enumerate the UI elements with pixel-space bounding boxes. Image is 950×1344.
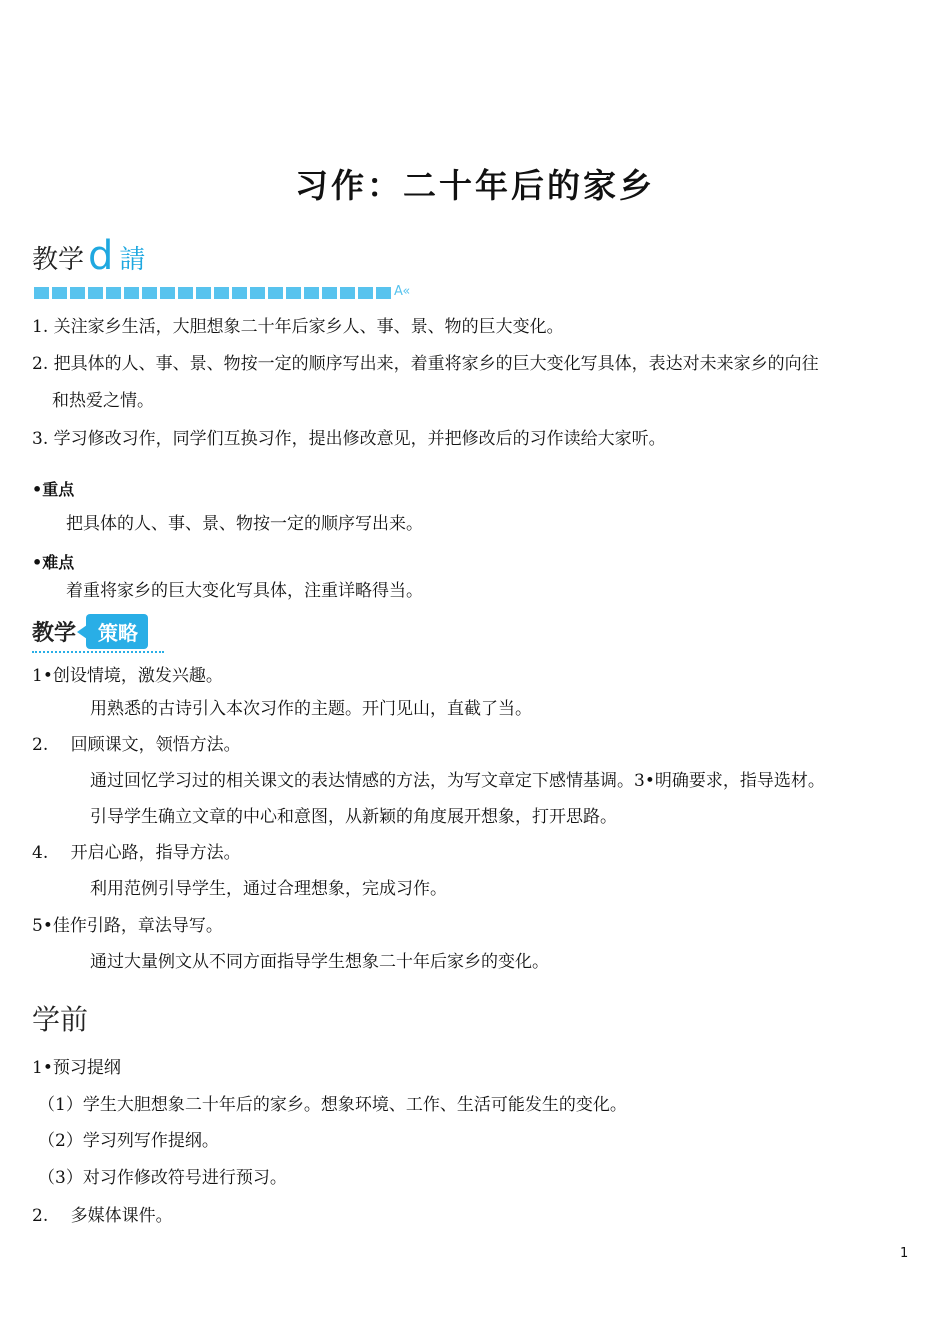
badge-underline: [32, 651, 164, 653]
strategy-line-6: 4. 开启心路，指导方法。: [32, 843, 241, 863]
section-heading-objectives: [32, 233, 146, 282]
prep-line-2: （1）学生大胆想象二十年后的家乡。想象环境、工作、生活可能发生的变化。: [38, 1095, 627, 1115]
dash-bar-tail: A«: [394, 284, 411, 299]
heading-text: 教学: [32, 245, 85, 275]
key-point-text: 把具体的人、事、景、物按一定的顺序写出来。: [66, 514, 423, 534]
strategy-line-8: 5•佳作引路，章法导写。: [32, 916, 223, 936]
objective-2: 2. 把具体的人、事、景、物按一定的顺序写出来，着重将家乡的巨大变化写具体，表达对未来家乡的向往: [32, 354, 819, 374]
prep-line-1: 1•预习提纲: [32, 1058, 121, 1078]
prep-line-3: （2）学习列写作提纲。: [38, 1131, 219, 1151]
section-heading-prep: 学前: [32, 1003, 89, 1036]
objective-3: 3. 学习修改习作，同学们互换习作，提出修改意见，并把修改后的习作读给大家听。: [32, 429, 666, 449]
difficulty-text: 着重将家乡的巨大变化写具体，注重详略得当。: [66, 581, 423, 601]
prep-line-5: 2. 多媒体课件。: [32, 1206, 173, 1226]
page-number: 1: [900, 1246, 909, 1261]
page-title: 习作：二十年后的家乡: [295, 166, 655, 205]
strategy-line-9: 通过大量例文从不同方面指导学生想象二十年后家乡的变化。: [90, 952, 549, 972]
heading-suffix: 請: [119, 245, 146, 275]
strategy-line-4: 通过回忆学习过的相关课文的表达情感的方法，为写文章定下感情基调。3•明确要求，指导选材。: [90, 771, 825, 791]
strategy-line-3: 2. 回顾课文，领悟方法。: [32, 735, 241, 755]
strategy-line-7: 利用范例引导学生，通过合理想象，完成习作。: [90, 879, 447, 899]
strategy-line-1: 1•创设情境，激发兴趣。: [32, 666, 223, 686]
strategy-line-5: 引导学生确立文章的中心和意图，从新颖的角度展开想象，打开思路。: [90, 807, 617, 827]
heading-glyph: d: [88, 233, 114, 279]
difficulty-label: •难点: [32, 553, 75, 572]
decorative-dash-bar: [34, 287, 394, 299]
objective-1: 1. 关注家乡生活，大胆想象二十年后家乡人、事、景、物的巨大变化。: [32, 317, 564, 337]
section-badge-strategy: [32, 614, 148, 652]
strategy-line-2: 用熟悉的古诗引入本次习作的主题。开门见山，直截了当。: [90, 699, 532, 719]
prep-line-4: （3）对习作修改符号进行预习。: [38, 1168, 287, 1188]
objective-2-cont: 和热爱之情。: [52, 391, 154, 411]
badge-pill: 策略: [86, 614, 148, 649]
badge-label: 教学: [32, 621, 77, 646]
key-point-label: •重点: [32, 480, 75, 499]
